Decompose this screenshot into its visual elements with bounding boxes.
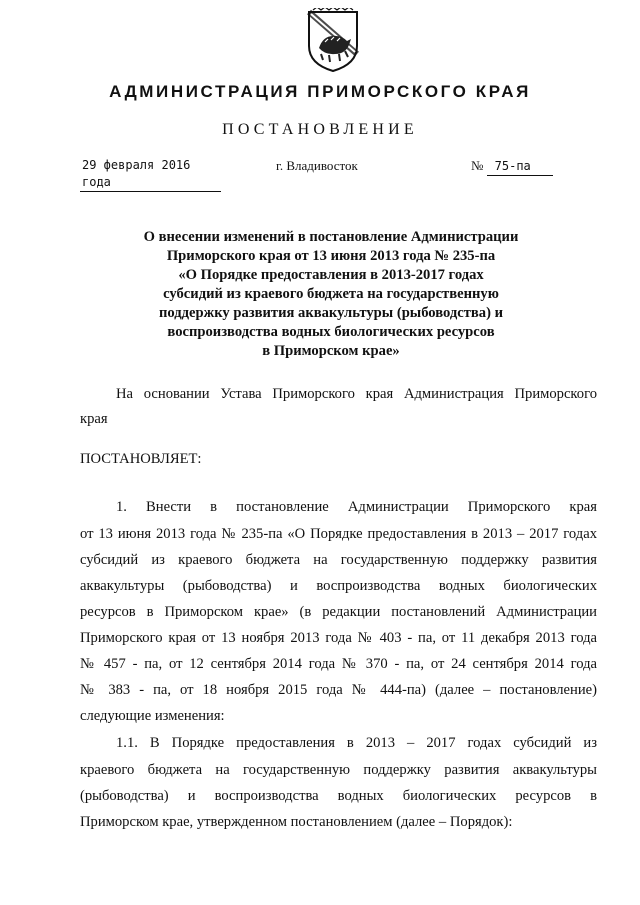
item1-line: ресурсов в Приморском крае» (в редакции постановлений Администрации: [80, 604, 597, 620]
document-title: [120, 228, 542, 361]
basis-line: На основании Устава Приморского края Администрация Приморского: [116, 386, 597, 402]
title-line: Приморского края от 13 июня 2013 года № 235-па: [166, 248, 496, 264]
document-city: г. Владивосток: [276, 158, 358, 173]
item1-1-line: краевого бюджета на государственную поддержку развития аквакультуры: [80, 762, 597, 778]
basis-line: края: [80, 411, 108, 427]
item1-1-line: 1.1. В Порядке предоставления в 2013 – 2017 годах субсидий из: [116, 735, 597, 751]
item1-1-line: (рыбоводства) и воспроизводства водных биологических ресурсов в: [80, 788, 597, 804]
organization-name: АДМИНИСТРАЦИЯ ПРИМОРСКОГО КРАЯ: [109, 82, 531, 101]
document-number: 75-па: [487, 158, 553, 176]
document-number-field: [471, 157, 553, 176]
title-line: поддержку развития аквакультуры (рыбоводства) и: [158, 305, 504, 321]
decree-word: ПОСТАНОВЛЯЕТ:: [80, 451, 202, 467]
item1-line: субсидий из краевого бюджета на государственную поддержку развития: [80, 552, 597, 568]
title-line: О внесении изменений в постановление Администрации: [143, 229, 519, 245]
item1-line: от 13 июня 2013 года № 235-па «О Порядке предоставления в 2013 – 2017 годах: [80, 526, 597, 542]
item1-line: № 383 - па, от 18 ноября 2015 года № 444-па) (далее – постановление): [80, 682, 597, 698]
title-line: «О Порядке предоставления в 2013-2017 годах: [178, 267, 484, 283]
item1-line: 1. Внести в постановление Администрации Приморского края: [116, 499, 597, 515]
item1-line: Приморского края от 13 ноября 2013 года № 403 - па, от 11 декабря 2013 года: [80, 630, 597, 646]
number-label: №: [471, 158, 484, 173]
item1-line: следующие изменения:: [80, 708, 225, 724]
item1-1-line: Приморском крае, утвержденном постановлением (далее – Порядок):: [80, 814, 513, 830]
item1-line: аквакультуры (рыбоводства) и воспроизводства водных биологических: [80, 578, 597, 594]
document-type: ПОСТАНОВЛЕНИЕ: [222, 121, 418, 138]
title-line: субсидий из краевого бюджета на государственную: [163, 286, 499, 302]
title-line: воспроизводства водных биологических ресурсов: [167, 324, 495, 340]
document-date: 29 февраля 2016 года: [80, 157, 221, 192]
title-line: в Приморском крае»: [262, 343, 400, 359]
item1-line: № 457 - па, от 12 сентября 2014 года № 370 - па, от 24 сентября 2014 года: [80, 656, 597, 672]
coat-of-arms-emblem: [305, 8, 361, 74]
